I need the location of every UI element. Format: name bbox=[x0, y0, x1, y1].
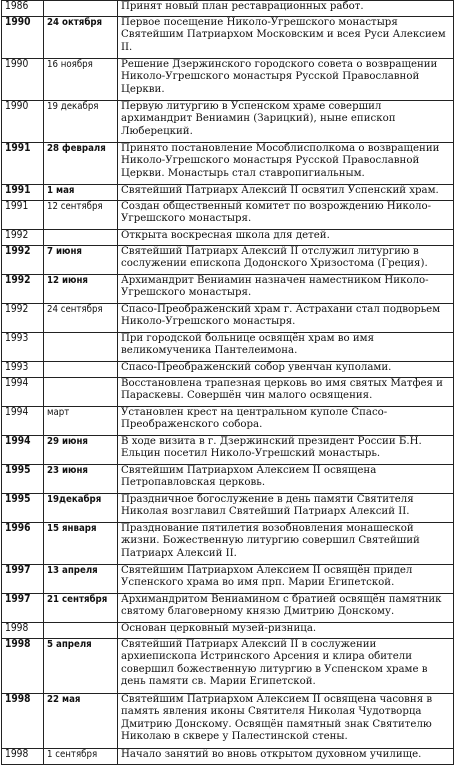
event-cell: Решение Дзержинского городского совета о возвращении Николо-Угрешского монастыря Русской Православной Церкви. bbox=[118, 59, 454, 101]
event-cell: Спасо-Преображенский храм г. Астрахани стал подворьем Николо-Угрешского монастыря. bbox=[118, 304, 454, 333]
year-cell: 1991 bbox=[2, 201, 44, 230]
date-cell: март bbox=[44, 407, 118, 436]
date-cell: 21 сентября bbox=[44, 594, 118, 623]
year-cell: 1994 bbox=[2, 407, 44, 436]
table-row bbox=[2, 465, 454, 494]
year-cell: 1998 bbox=[2, 623, 44, 639]
date-cell: 13 апреля bbox=[44, 565, 118, 594]
year-cell: 1995 bbox=[2, 494, 44, 523]
date-cell bbox=[44, 1, 118, 17]
table-row bbox=[2, 694, 454, 749]
table-row bbox=[2, 639, 454, 694]
year-cell: 1997 bbox=[2, 594, 44, 623]
event-cell: Празднование пятилетия возобновления монашеской жизни. Божественную литургию совершил Святейший Патриарх Алексий II. bbox=[118, 523, 454, 565]
date-cell bbox=[44, 623, 118, 639]
event-cell: Святейшим Патриархом Алексием II освящена Петропавловская церковь. bbox=[118, 465, 454, 494]
date-cell: 15 января bbox=[44, 523, 118, 565]
year-cell: 1995 bbox=[2, 465, 44, 494]
date-cell: 24 октября bbox=[44, 17, 118, 59]
table-row bbox=[2, 333, 454, 362]
table-row bbox=[2, 749, 454, 765]
table-row bbox=[2, 143, 454, 185]
event-cell: Спасо-Преображенский собор увенчан куполами. bbox=[118, 362, 454, 378]
year-cell: 1991 bbox=[2, 185, 44, 201]
event-cell: Святейший Патриарх Алексий II в сослужении архиепископа Истринского Арсения и клира обители совершил божественную литургию в Успенском храме в день памяти св. Марии Египетской. bbox=[118, 639, 454, 694]
date-cell: 28 февраля bbox=[44, 143, 118, 185]
table-row bbox=[2, 1, 454, 17]
event-cell: Первое посещение Николо-Угрешского монастыря Святейшим Патриархом Московским и всея Руси Алексием II. bbox=[118, 17, 454, 59]
date-cell: 1 мая bbox=[44, 185, 118, 201]
event-cell: Первую литургию в Успенском храме совершил архимандрит Вениамин (Зарицкий), ныне епископ Люберецкий. bbox=[118, 101, 454, 143]
date-cell: 19 декабря bbox=[44, 101, 118, 143]
table-row bbox=[2, 17, 454, 59]
table-row bbox=[2, 304, 454, 333]
table-row bbox=[2, 494, 454, 523]
date-cell: 7 июня bbox=[44, 246, 118, 275]
year-cell: 1992 bbox=[2, 246, 44, 275]
date-cell bbox=[44, 333, 118, 362]
year-cell: 1998 bbox=[2, 694, 44, 749]
event-cell: Открыта воскресная школа для детей. bbox=[118, 230, 454, 246]
table-row bbox=[2, 407, 454, 436]
year-cell: 1991 bbox=[2, 143, 44, 185]
date-cell bbox=[44, 230, 118, 246]
year-cell: 1994 bbox=[2, 378, 44, 407]
year-cell: 1992 bbox=[2, 275, 44, 304]
date-cell bbox=[44, 362, 118, 378]
year-cell: 1993 bbox=[2, 362, 44, 378]
table-row bbox=[2, 623, 454, 639]
year-cell: 1990 bbox=[2, 59, 44, 101]
event-cell: Праздничное богослужение в день памяти Святителя Николая возглавил Святейший Патриарх Алексий II. bbox=[118, 494, 454, 523]
year-cell: 1992 bbox=[2, 230, 44, 246]
year-cell: 1986 bbox=[2, 1, 44, 17]
event-cell: Начало занятий во вновь открытом духовном училище. bbox=[118, 749, 454, 765]
year-cell: 1998 bbox=[2, 639, 44, 694]
date-cell: 19декабря bbox=[44, 494, 118, 523]
chronology-table-body bbox=[2, 1, 454, 765]
event-cell: При городской больнице освящён храм во имя великомученика Пантелеимона. bbox=[118, 333, 454, 362]
table-row bbox=[2, 201, 454, 230]
date-cell bbox=[44, 378, 118, 407]
event-cell: Установлен крест на центральном куполе Спасо-Преображенского собора. bbox=[118, 407, 454, 436]
year-cell: 1993 bbox=[2, 333, 44, 362]
table-row bbox=[2, 378, 454, 407]
table-row bbox=[2, 246, 454, 275]
year-cell: 1997 bbox=[2, 565, 44, 594]
year-cell: 1996 bbox=[2, 523, 44, 565]
table-row bbox=[2, 101, 454, 143]
event-cell: Принято постановление Мособлисполкома о возвращении Николо-Угрешского монастыря Русской Православной Церкви. Монастырь стал ставропигиальным. bbox=[118, 143, 454, 185]
date-cell: 16 ноября bbox=[44, 59, 118, 101]
date-cell: 24 сентября bbox=[44, 304, 118, 333]
year-cell: 1998 bbox=[2, 749, 44, 765]
year-cell: 1990 bbox=[2, 17, 44, 59]
event-cell: Архимандрит Вениамин назначен наместником Николо-Угрешского монастыря. bbox=[118, 275, 454, 304]
chronology-table bbox=[1, 0, 454, 765]
table-row bbox=[2, 565, 454, 594]
event-cell: Святейшим Патриархом Алексием II освящена часовня в память явления иконы Святителя Николая Чудотворца Дмитрию Донскому. Освящён памятный знак Святителю Николаю в сквере у Палестинской стены. bbox=[118, 694, 454, 749]
date-cell: 22 мая bbox=[44, 694, 118, 749]
date-cell: 1 сентября bbox=[44, 749, 118, 765]
date-cell: 5 апреля bbox=[44, 639, 118, 694]
event-cell: Святейший Патриарх Алексий II отслужил литургию в сослужении епископа Додонского Хризостома (Греция). bbox=[118, 246, 454, 275]
event-cell: Принят новый план реставрационных работ. bbox=[118, 1, 454, 17]
year-cell: 1994 bbox=[2, 436, 44, 465]
year-cell: 1990 bbox=[2, 101, 44, 143]
table-row bbox=[2, 275, 454, 304]
date-cell: 29 июня bbox=[44, 436, 118, 465]
event-cell: Архимандритом Вениамином с братией освящён памятник святому благоверному князю Дмитрию Донскому. bbox=[118, 594, 454, 623]
event-cell: Святейший Патриарх Алексий II освятил Успенский храм. bbox=[118, 185, 454, 201]
event-cell: Основан церковный музей-ризница. bbox=[118, 623, 454, 639]
table-row bbox=[2, 594, 454, 623]
event-cell: Святейшим Патриархом Алексием II освящён придел Успенского храма во имя прп. Марии Египетской. bbox=[118, 565, 454, 594]
table-row bbox=[2, 436, 454, 465]
year-cell: 1992 bbox=[2, 304, 44, 333]
date-cell: 12 сентября bbox=[44, 201, 118, 230]
event-cell: В ходе визита в г. Дзержинский президент России Б.Н. Ельцин посетил Николо-Угрешский монастырь. bbox=[118, 436, 454, 465]
table-row bbox=[2, 185, 454, 201]
table-row bbox=[2, 59, 454, 101]
date-cell: 12 июня bbox=[44, 275, 118, 304]
table-row bbox=[2, 362, 454, 378]
event-cell: Создан общественный комитет по возрождению Николо-Угрешского монастыря. bbox=[118, 201, 454, 230]
table-row bbox=[2, 523, 454, 565]
date-cell: 23 июня bbox=[44, 465, 118, 494]
table-row bbox=[2, 230, 454, 246]
event-cell: Восстановлена трапезная церковь во имя святых Матфея и Параскевы. Совершён чин малого освящения. bbox=[118, 378, 454, 407]
